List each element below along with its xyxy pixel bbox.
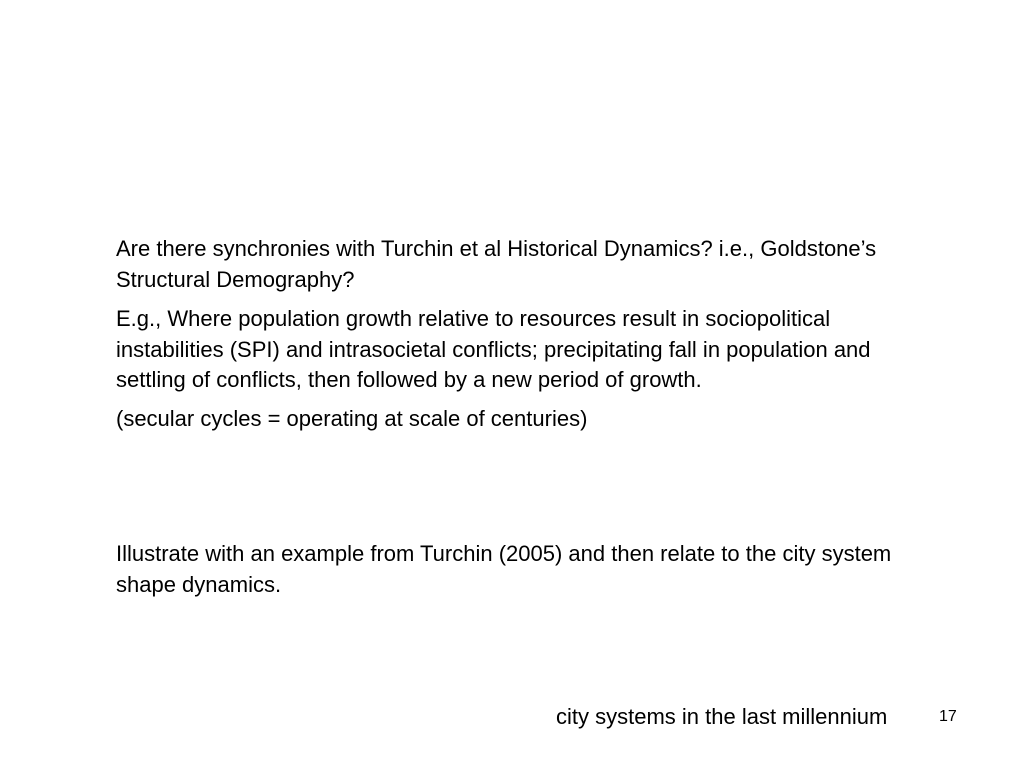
slide-body <box>116 234 896 434</box>
paragraph-illustration-plan: Illustrate with an example from Turchin (2005) and then relate to the city system shape dynamics. <box>116 541 892 597</box>
paragraph-synchronies-question: Are there synchronies with Turchin et al Historical Dynamics? i.e., Goldstone’s Structural Demography? <box>116 236 877 292</box>
slide-page-number: 17 <box>939 708 957 725</box>
slide-footer-title: city systems in the last millennium <box>556 704 888 729</box>
paragraph-secular-cycles-note: (secular cycles = operating at scale of centuries) <box>116 405 588 431</box>
paragraph-population-growth-example: E.g., Where population growth relative to resources result in sociopolitical instabilities (SPI) and intrasocietal conflicts; precipitating fall in population and settling of conflicts, then followed by a new period of growth. <box>116 306 871 392</box>
